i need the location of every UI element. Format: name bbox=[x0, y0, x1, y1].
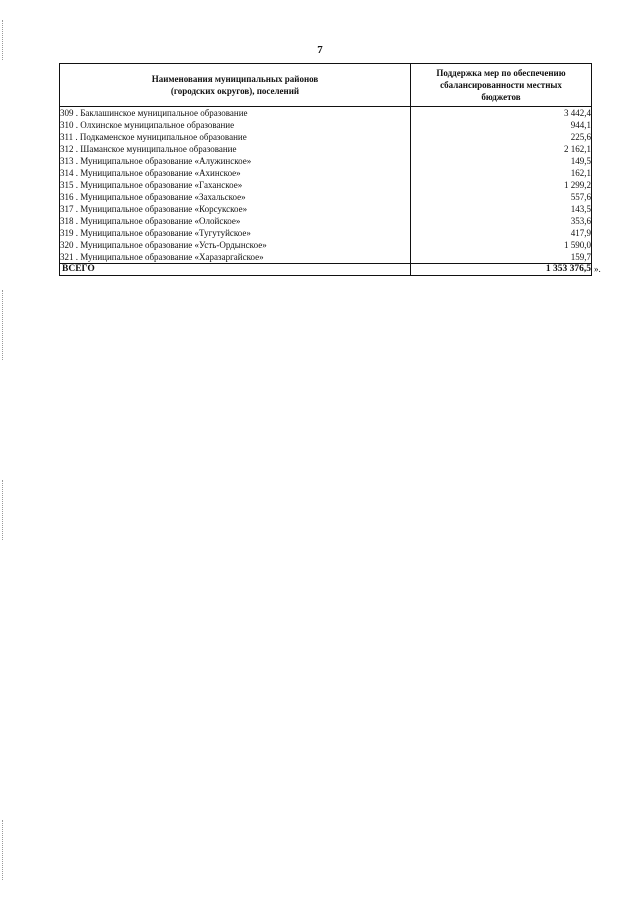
support-value: 1 590,0 bbox=[411, 239, 592, 251]
table-row bbox=[60, 131, 592, 143]
municipality-name-cell bbox=[60, 119, 411, 131]
table-row bbox=[60, 227, 592, 239]
municipality-name: Шаманское муниципальное образование bbox=[80, 143, 237, 154]
municipality-name: Муниципальное образование «Олойское» bbox=[80, 215, 241, 226]
total-row bbox=[60, 264, 592, 276]
row-number: 309 bbox=[60, 107, 74, 118]
header-line: (городских округов), поселений bbox=[170, 86, 300, 96]
municipality-name-cell bbox=[60, 143, 411, 155]
row-number: 313 bbox=[60, 155, 74, 166]
row-number-separator: . bbox=[73, 227, 81, 238]
row-number-separator: . bbox=[73, 167, 81, 178]
support-value: 162,1 bbox=[411, 167, 592, 179]
row-number-separator: . bbox=[73, 155, 81, 166]
table-row bbox=[60, 203, 592, 215]
row-number: 314 bbox=[60, 167, 74, 178]
municipality-name-cell bbox=[60, 131, 411, 143]
municipality-name-cell bbox=[60, 227, 411, 239]
municipality-name-cell bbox=[60, 155, 411, 167]
municipality-name: Олхинское муниципальное образование bbox=[80, 119, 235, 130]
municipality-name: Муниципальное образование «Корсукское» bbox=[80, 203, 248, 214]
municipality-name-cell bbox=[60, 179, 411, 191]
row-number: 318 bbox=[60, 215, 74, 226]
municipality-name-cell bbox=[60, 239, 411, 251]
support-value: 1 299,2 bbox=[411, 179, 592, 191]
table-row bbox=[60, 155, 592, 167]
total-label: ВСЕГО bbox=[60, 264, 411, 276]
municipality-name: Муниципальное образование «Захальское» bbox=[80, 191, 246, 202]
municipality-name: Муниципальное образование «Ахинское» bbox=[80, 167, 241, 178]
municipality-name: Баклашинское муниципальное образование bbox=[80, 107, 248, 118]
support-value: 225,6 bbox=[411, 131, 592, 143]
municipality-name: Муниципальное образование «Усть-Ордынское» bbox=[80, 239, 267, 250]
budget-table bbox=[59, 63, 601, 276]
municipality-name: Муниципальное образование «Алужинское» bbox=[80, 155, 252, 166]
margin-scan-mark bbox=[2, 290, 4, 360]
support-value: 944,1 bbox=[411, 119, 592, 131]
row-number: 312 bbox=[60, 143, 74, 154]
table-row bbox=[60, 167, 592, 179]
table-row bbox=[60, 179, 592, 191]
header-municipality-name bbox=[60, 64, 411, 107]
table-row bbox=[60, 239, 592, 251]
municipality-name-cell bbox=[60, 107, 411, 120]
margin-scan-mark bbox=[2, 20, 4, 60]
municipality-name-cell bbox=[60, 203, 411, 215]
table-row bbox=[60, 191, 592, 203]
row-number-separator: . bbox=[73, 251, 81, 262]
municipality-name: Подкаменское муниципальное образование bbox=[79, 131, 247, 142]
municipality-name-cell bbox=[60, 167, 411, 179]
support-value: 149,5 bbox=[411, 155, 592, 167]
municipality-name-cell bbox=[60, 251, 411, 264]
row-number: 319 bbox=[60, 227, 74, 238]
row-number-separator: . bbox=[73, 131, 80, 142]
margin-scan-mark bbox=[2, 820, 4, 880]
municipality-name-cell bbox=[60, 191, 411, 203]
row-number-separator: . bbox=[73, 215, 81, 226]
row-number-separator: . bbox=[73, 239, 81, 250]
support-value: 2 162,1 bbox=[411, 143, 592, 155]
row-number-separator: . bbox=[73, 119, 81, 130]
header-budget-support bbox=[411, 64, 592, 107]
table-row bbox=[60, 251, 592, 264]
municipality-name: Муниципальное образование «Тугутуйское» bbox=[80, 227, 251, 238]
municipality-name-cell bbox=[60, 215, 411, 227]
row-number: 316 bbox=[60, 191, 74, 202]
header-line: Наименования муниципальных районов bbox=[151, 74, 319, 84]
page-number: 7 bbox=[317, 44, 323, 56]
total-value-cell bbox=[411, 264, 601, 276]
total-value: 1 353 376,5 bbox=[545, 264, 591, 274]
table-row bbox=[60, 215, 592, 227]
support-value: 3 442,4 bbox=[411, 107, 592, 120]
support-value: 159,7 bbox=[411, 251, 592, 264]
support-value: 557,6 bbox=[411, 191, 592, 203]
row-number-separator: . bbox=[73, 191, 81, 202]
margin-scan-mark bbox=[2, 480, 4, 540]
table-header-row bbox=[60, 64, 592, 107]
row-number-separator: . bbox=[73, 107, 81, 118]
row-number: 317 bbox=[60, 203, 74, 214]
table-row bbox=[60, 143, 592, 155]
support-value: 353,6 bbox=[411, 215, 592, 227]
row-number: 311 bbox=[60, 131, 74, 142]
municipality-name: Муниципальное образование «Гаханское» bbox=[80, 179, 243, 190]
header-line: Поддержка мер по обеспечению bbox=[436, 68, 566, 78]
support-value: 143,5 bbox=[411, 203, 592, 215]
row-number-separator: . bbox=[73, 203, 81, 214]
row-number: 320 bbox=[60, 239, 74, 250]
row-number: 321 bbox=[60, 251, 74, 262]
closing-quote: ». bbox=[594, 264, 601, 274]
municipality-name: Муниципальное образование «Харазаргайское» bbox=[80, 251, 264, 262]
header-line: бюджетов bbox=[481, 92, 521, 102]
table-body bbox=[60, 107, 592, 264]
table-row bbox=[60, 107, 592, 120]
row-number-separator: . bbox=[73, 179, 81, 190]
row-number-separator: . bbox=[73, 143, 81, 154]
support-value: 417,9 bbox=[411, 227, 592, 239]
row-number: 315 bbox=[60, 179, 74, 190]
table-row bbox=[60, 119, 592, 131]
header-line: сбалансированности местных bbox=[440, 80, 562, 90]
row-number: 310 bbox=[60, 119, 74, 130]
